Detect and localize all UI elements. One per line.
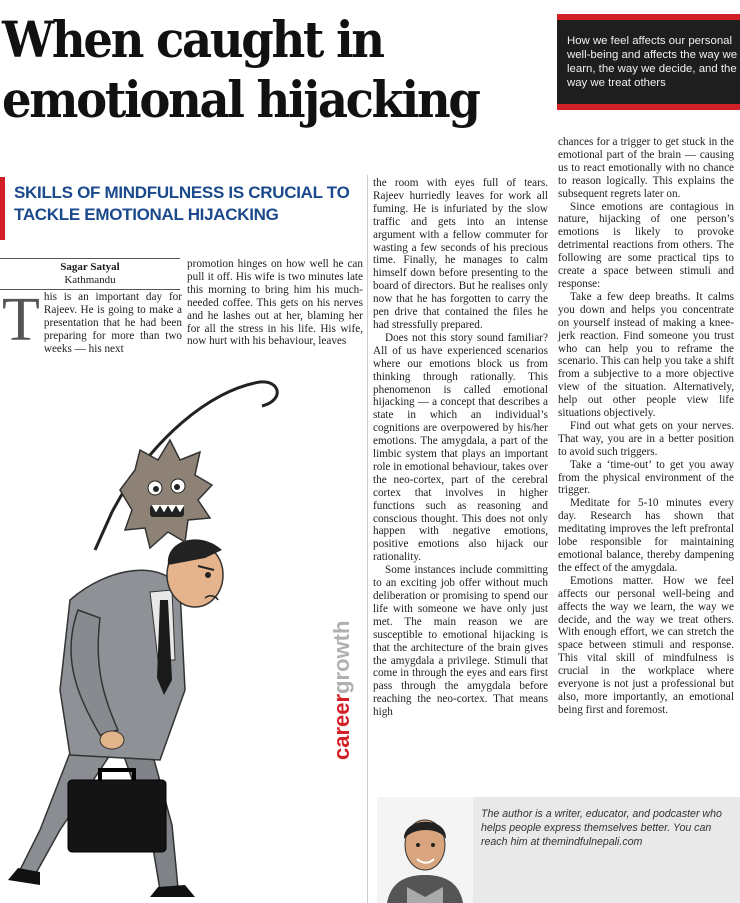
- col4-paragraph-3: Take a few deep breaths. It calms you down and helps you concentrate on yourself instead of making a knee-jerk reaction. Find someone you trust who can help you to reframe the scenario. This can help you take a shift from a subjective to a more objective view of the situation. Alternatively, help out other people view life situations objectively.: [558, 290, 734, 420]
- author-box: [377, 797, 740, 903]
- subhead-accent-bar: [0, 177, 5, 240]
- section-label-career-growth: [325, 600, 355, 760]
- col3-paragraph-3: Some instances include committing to an exciting job offer without much deliberation or promising to spend our life with someone we have only just met. The main reason we are susceptible to emotional hijacking is that the architecture of the brain gives the amygdala a privilege. Stimuli that come in through the eyes and ears first pass through the amygdala before reaching the neo-cortex. That means high: [373, 564, 548, 719]
- svg-text:careergrowth: [329, 621, 354, 760]
- col4-paragraph-7: Emotions matter. How we feel affects our personal well-being and affects the way we learn, the way we decide, and the way we treat others. With enough effort, we can stretch the space between stimuli and response. This vital skill of mindfulness is crucial in the workplace where everyone is not just a professional but also, more importantly, an emotional being first and foremost.: [558, 574, 734, 716]
- headline-line-1: When caught in: [2, 10, 383, 69]
- monster: [120, 440, 212, 548]
- col4-paragraph-4: Find out what gets on your nerves. That way, you are in a better position to avoid such triggers.: [558, 419, 734, 458]
- subhead: [14, 182, 364, 226]
- section-label-part-1: career: [329, 693, 354, 760]
- column-divider: [367, 175, 368, 903]
- byline-author: Sagar Satyal: [60, 261, 120, 273]
- byline-location: Kathmandu: [64, 274, 116, 286]
- col4-paragraph-1: chances for a trigger to get stuck in the emotional part of the brain — causing us to react emotionally with no chance to reason logically. This explains the subsequent regrets later on.: [558, 136, 734, 200]
- pull-quote-text: How we feel affects our personal well-being and affects the way we learn, the way we decide, and the way we treat others: [567, 35, 738, 89]
- article-column-3: [373, 177, 548, 719]
- briefcase: [68, 780, 166, 852]
- pull-quote-box: [557, 14, 740, 110]
- illustration-hijacked-man: [0, 360, 365, 903]
- author-photo: [377, 797, 473, 903]
- col4-paragraph-2: Since emotions are contagious in nature, hijacking of one person’s emotions is likely to provoke detrimental reactions from others. The following are some practical tips to create a space between stimuli and response:: [558, 200, 734, 290]
- col4-paragraph-5: Take a ‘time-out’ to get you away from the physical environment of the trigger.: [558, 458, 734, 497]
- col3-paragraph-2: Does not this story sound familiar? All of us have experienced scenarios where our emotions block us from thinking through rationally. This phenomenon is called emotional hijacking — a concept that describes a state in which an individual’s cognitions are overpowered by his/her emotions. The amygdala, a part of the limbic system that plays an important role in emotional behaviour, takes over the neo-cortex, part of the cerebral cortex that involves in higher functions such as reasoning and conscious thought. This does not only happen with negative emotions, positive emotions also hijack our rationality.: [373, 331, 548, 564]
- headline-line-2: emotional hijacking: [2, 70, 479, 129]
- drop-cap: T: [2, 286, 40, 354]
- subhead-line-1: SKILLS OF MINDFULNESS IS CRUCIAL TO: [14, 183, 350, 202]
- article-column-2: [187, 258, 363, 348]
- headline: [2, 10, 486, 130]
- col1-paragraph-1: his is an important day for Rajeev. He is going to make a presentation that he had been preparing for more than two weeks — his next: [43, 291, 182, 355]
- col3-paragraph-1: the room with eyes full of tears. Rajeev hurriedly leaves for work all fuming. He is infuriated by the slow traffic and gets into an intense argument with a fellow commuter for wasting a few seconds of his precious time. Finally, he manages to calm himself down before presenting to the board of directors. But he realises only now that he has forgotten to carry the pen drive that contained the files he had stressfully prepared.: [373, 177, 548, 331]
- article-column-4: [558, 136, 734, 717]
- subhead-line-2: TACKLE EMOTIONAL HIJACKING: [14, 205, 279, 224]
- section-label-part-2: growth: [329, 620, 354, 694]
- article-column-1: [2, 286, 182, 356]
- col2-paragraph-1: promotion hinges on how well he can pull it off. His wife is two minutes late this morning to bring him his much-needed coffee. This gets on his nerves and he lashes out at her, blaming her for all the stress in his life. His wife, now hurt with his behaviour, leaves: [187, 258, 363, 348]
- author-bio: The author is a writer, educator, and podcaster who helps people express themselves better. You can reach him at themindfulnepali.com: [481, 808, 722, 848]
- col4-paragraph-6: Meditate for 5-10 minutes every day. Research has shown that meditating improves the left prefrontal lobe responsible for maintaining emotional balance, thereby dampening the effect of the amygdala.: [558, 497, 734, 574]
